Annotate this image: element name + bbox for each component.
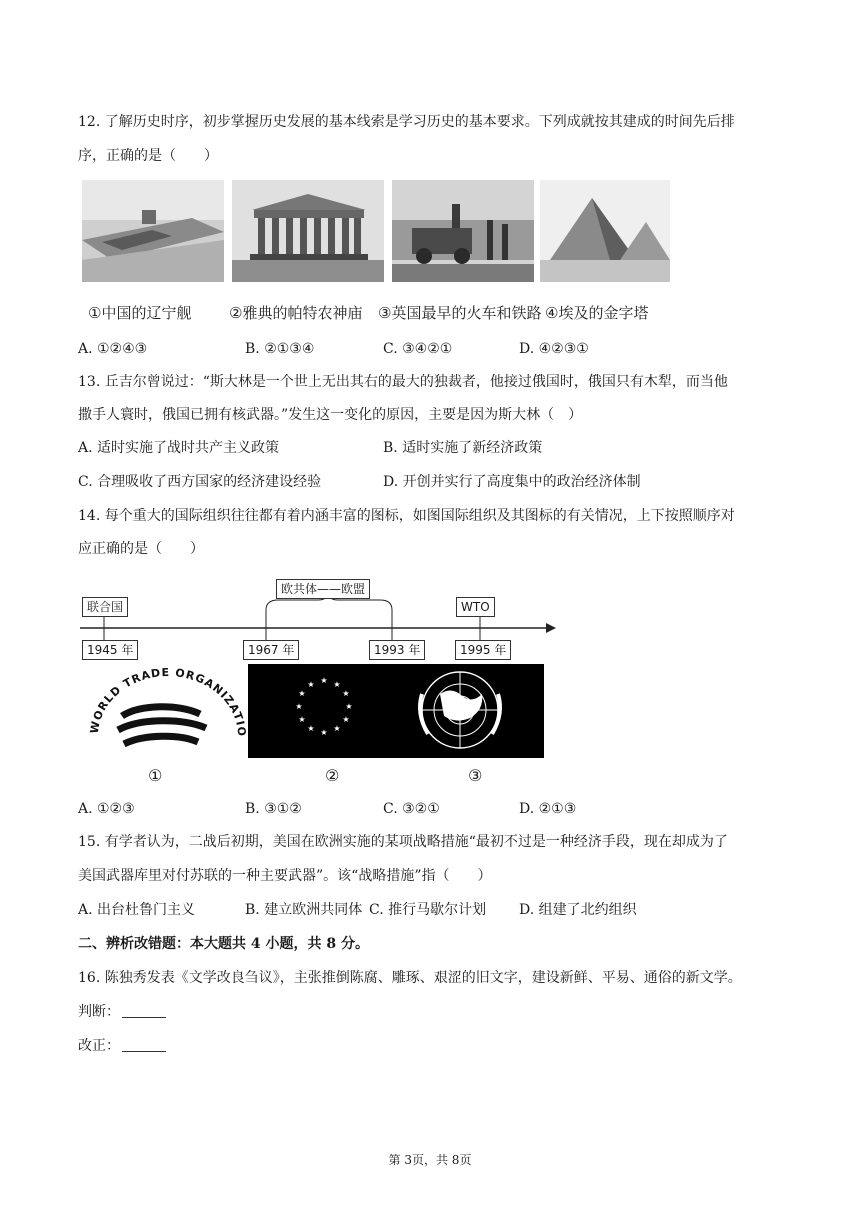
q14-option-a: A. ①②③ <box>78 801 135 817</box>
svg-text:★: ★ <box>320 728 328 737</box>
svg-text:★: ★ <box>333 680 341 689</box>
photo-early-train <box>392 180 534 282</box>
timeline-wto-label: WTO <box>456 597 495 617</box>
q13-stem-line2: 撒手人寰时，俄国已拥有核武器。”发生这一变化的原因，主要是因为斯大林（ ） <box>78 407 583 423</box>
q16-judge-label: 判断： <box>78 1004 120 1020</box>
q14-option-b: B. ③①② <box>245 801 302 817</box>
svg-text:★: ★ <box>295 702 303 711</box>
photo-liaoning-carrier <box>82 180 224 282</box>
caption-3: ③英国最早的火车和铁路 <box>378 304 542 322</box>
logo-number-1: ① <box>148 766 163 785</box>
q12-stem-line1: 12. 了解历史时序，初步掌握历史发展的基本线索是学习历史的基本要求。下列成就按其建成的时间先后排 <box>78 114 735 130</box>
section2-title: 二、辨析改错题：本大题共 4 小题，共 8 分。 <box>78 936 369 952</box>
q12-option-c: C. ③④②① <box>383 341 453 357</box>
photo-parthenon <box>232 180 384 282</box>
timeline-year-1995: 1995 年 <box>455 640 511 660</box>
svg-text:★: ★ <box>307 724 315 733</box>
caption-1: ①中国的辽宁舰 <box>88 304 192 322</box>
timeline-eu-label: 欧共体——欧盟 <box>276 579 370 599</box>
un-emblem-logo <box>400 664 544 758</box>
wto-logo-text: WORLD TRADE ORGANIZATIO <box>87 665 249 738</box>
svg-text:★: ★ <box>342 689 350 698</box>
q13-stem-line1: 13. 丘吉尔曾说过：“斯大林是一个世上无出其右的最大的独裁者，他接过俄国时，俄国只有木犁，而当他 <box>78 374 728 390</box>
q15-option-d: D. 组建了北约组织 <box>519 902 637 918</box>
un-globe-icon <box>400 664 544 758</box>
page-footer: 第 3页，共 8页 <box>388 1153 472 1167</box>
q14-stem-line2: 应正确的是（ ） <box>78 541 204 557</box>
svg-text:★: ★ <box>333 724 341 733</box>
q15-stem-line2: 美国武器库里对付苏联的一种主要武器”。该“战略措施”指（ ） <box>78 868 492 884</box>
timeline-year-1967: 1967 年 <box>243 640 299 660</box>
q16-correct-blank[interactable] <box>122 1037 166 1052</box>
q12-stem-line2: 序，正确的是（ ） <box>78 148 218 164</box>
q16-stem: 16. 陈独秀发表《文学改良刍议》，主张推倒陈腐、雕琢、艰涩的旧文字，建设新鲜、平易、通俗的新文学。 <box>78 970 742 986</box>
svg-text:★: ★ <box>320 676 328 685</box>
q13-option-a: A. 适时实施了战时共产主义政策 <box>78 440 280 456</box>
caption-2: ②雅典的帕特农神庙 <box>229 304 363 322</box>
svg-text:★: ★ <box>342 715 350 724</box>
timeline-year-1945: 1945 年 <box>82 640 138 660</box>
svg-text:★: ★ <box>298 715 306 724</box>
timeline-year-1993: 1993 年 <box>369 640 425 660</box>
q13-option-c: C. 合理吸收了西方国家的经济建设经验 <box>78 474 322 490</box>
q13-option-d: D. 开创并实行了高度集中的政治经济体制 <box>383 474 641 490</box>
q16-judge-blank[interactable] <box>122 1003 166 1018</box>
q15-option-c: C. 推行马歇尔计划 <box>369 902 487 918</box>
q16-correct-label: 改正： <box>78 1038 120 1054</box>
caption-4: ④埃及的金字塔 <box>545 304 649 322</box>
svg-text:★: ★ <box>307 680 315 689</box>
photo-pyramids <box>540 180 670 282</box>
eu-stars-icon <box>248 664 400 758</box>
q12-option-a: A. ①②④③ <box>78 341 148 357</box>
svg-text:★: ★ <box>345 702 353 711</box>
svg-text:WORLD TRADE ORGANIZATION <box>80 664 248 737</box>
q14-stem-line1: 14. 每个重大的国际组织往往都有着内涵丰富的图标，如图国际组织及其图标的有关情况，上下按照顺序对 <box>78 508 735 524</box>
q16-correct-row <box>78 1036 166 1056</box>
q15-option-a: A. 出台杜鲁门主义 <box>78 902 196 918</box>
q13-option-b: B. 适时实施了新经济政策 <box>383 440 543 456</box>
q15-option-b: B. 建立欧洲共同体 <box>245 902 363 918</box>
q14-option-d: D. ②①③ <box>519 801 577 817</box>
q12-option-b: B. ②①③④ <box>245 341 315 357</box>
logo-number-2: ② <box>325 766 340 785</box>
q16-judge-row <box>78 1002 166 1022</box>
eu-flag-logo <box>248 664 400 758</box>
timeline-un-label: 联合国 <box>82 597 128 617</box>
q14-option-c: C. ③②① <box>383 801 440 817</box>
q15-stem-line1: 15. 有学者认为，二战后初期，美国在欧洲实施的某项战略措施“最初不过是一种经济手段，现在却成为了 <box>78 834 728 850</box>
svg-text:★: ★ <box>298 689 306 698</box>
wto-logo <box>80 664 250 758</box>
q12-option-d: D. ④②③① <box>519 341 589 357</box>
logo-number-3: ③ <box>468 766 483 785</box>
